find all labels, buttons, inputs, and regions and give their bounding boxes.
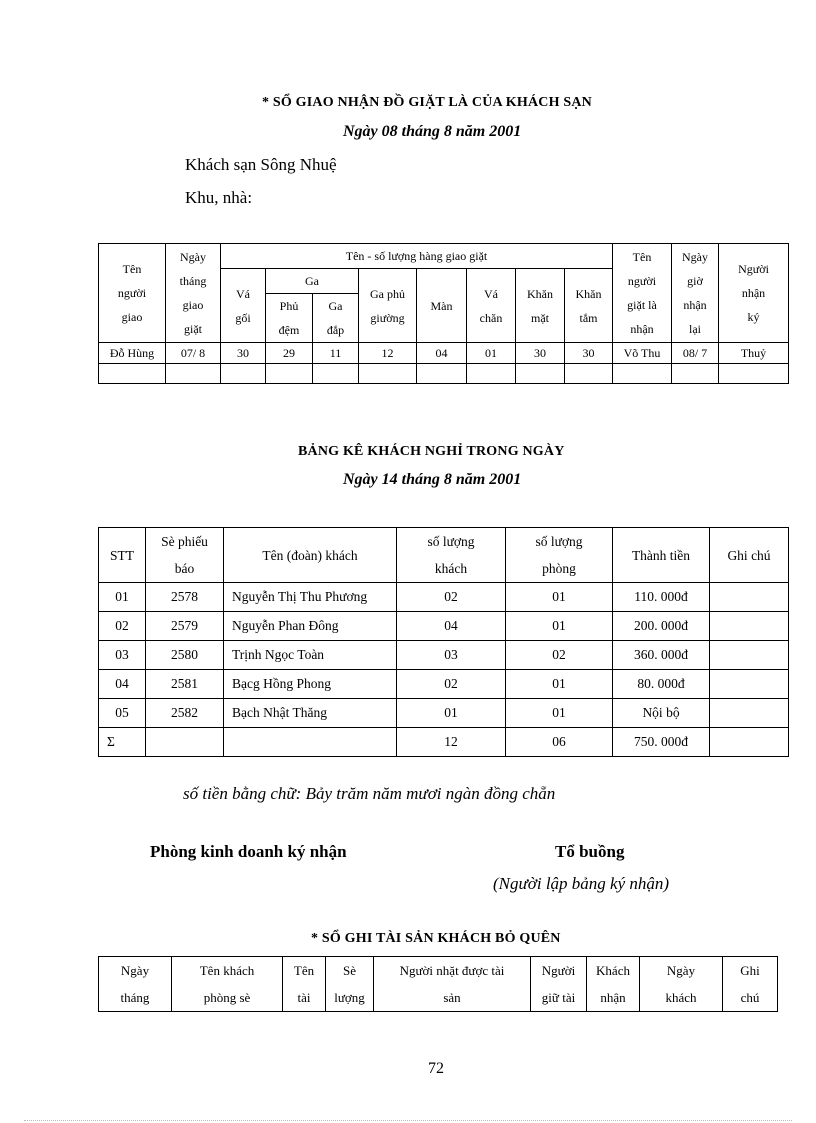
- table-row: [99, 641, 789, 670]
- cell: Thuỷ: [719, 343, 789, 364]
- cell: 12: [359, 343, 417, 364]
- lost-property-title: * SỔ GHI TÀI SẢN KHÁCH BỎ QUÊN: [311, 931, 561, 946]
- cell: Võ Thu: [613, 343, 672, 364]
- header-khach-nhan: Khách nhận: [587, 957, 640, 1012]
- table-row: [99, 699, 789, 728]
- header-ga-phu-giuong: Ga phủ giường: [359, 269, 417, 343]
- page-bottom-divider: [24, 1120, 792, 1121]
- lost-property-table: [98, 956, 778, 1012]
- cell: 2582: [146, 699, 224, 728]
- table-row-empty: [99, 364, 789, 384]
- header-so-luong: Sè lượng: [326, 957, 374, 1012]
- cell: Nguyễn Phan Đông: [224, 612, 397, 641]
- cell: [710, 612, 789, 641]
- laundry-table: [98, 243, 789, 384]
- cell: 2580: [146, 641, 224, 670]
- cell: Trịnh Ngọc Toàn: [224, 641, 397, 670]
- cell: 01: [506, 670, 613, 699]
- cell: 02: [397, 583, 506, 612]
- header-nguoi-nhat: Người nhặt được tài sản: [374, 957, 531, 1012]
- cell: 07/ 8: [166, 343, 221, 364]
- guest-header-row: [99, 528, 789, 583]
- amount-in-words: số tiền bằng chữ: Bảy trăm năm mươi ngàn đồng chẵn: [183, 784, 556, 803]
- cell: 05: [99, 699, 146, 728]
- page-number: 72: [428, 1060, 444, 1077]
- cell: [710, 641, 789, 670]
- laundry-log-title: * SỔ GIAO NHẬN ĐỒ GIẶT LÀ CỦA KHÁCH SẠN: [262, 95, 592, 110]
- table-row: [99, 343, 789, 364]
- cell: 80. 000đ: [613, 670, 710, 699]
- cell: 01: [506, 699, 613, 728]
- header-nguoi-giu: Người giữ tài: [531, 957, 587, 1012]
- table-row: [99, 612, 789, 641]
- header-pillow: Vá gối: [221, 269, 266, 343]
- header-receiver: Người nhận ký: [719, 244, 789, 343]
- sign-right-note: (Người lập bảng ký nhận): [493, 874, 670, 893]
- table-row: [99, 583, 789, 612]
- cell: 03: [397, 641, 506, 670]
- header-ngay-khach: Ngày khách: [640, 957, 723, 1012]
- guest-list-date: Ngày 14 tháng 8 năm 2001: [343, 471, 522, 488]
- cell: 02: [99, 612, 146, 641]
- cell: [224, 728, 397, 757]
- header-ten-tai: Tên tài: [283, 957, 326, 1012]
- cell: 02: [397, 670, 506, 699]
- sign-left-label: Phòng kinh doanh ký nhận: [150, 842, 347, 861]
- cell: 04: [417, 343, 467, 364]
- cell: 08/ 7: [672, 343, 719, 364]
- hotel-name: Khách sạn Sông Nhuệ: [185, 155, 337, 174]
- cell: 2578: [146, 583, 224, 612]
- header-va-chan: Vá chăn: [467, 269, 516, 343]
- header-sl-khach: số lượng khách: [397, 528, 506, 583]
- cell: [710, 699, 789, 728]
- cell: 200. 000đ: [613, 612, 710, 641]
- cell: 01: [99, 583, 146, 612]
- header-ga: Ga: [266, 269, 359, 294]
- header-ironer: Tên người giặt là nhận: [613, 244, 672, 343]
- header-return-date: Ngày giờ nhận lại: [672, 244, 719, 343]
- cell: 2581: [146, 670, 224, 699]
- header-giver: Tên người giao: [99, 244, 166, 343]
- header-man: Màn: [417, 269, 467, 343]
- header-sl-phong: số lượng phòng: [506, 528, 613, 583]
- guest-list-title: BẢNG KÊ KHÁCH NGHỈ TRONG NGÀY: [298, 444, 565, 459]
- cell: 29: [266, 343, 313, 364]
- cell: 03: [99, 641, 146, 670]
- cell: 01: [467, 343, 516, 364]
- header-phu-dem: Phủ đệm: [266, 294, 313, 343]
- cell: 04: [99, 670, 146, 699]
- cell: Bạcg Hồng Phong: [224, 670, 397, 699]
- cell: [146, 728, 224, 757]
- header-khan-tam: Khăn tắm: [565, 269, 613, 343]
- cell: 01: [397, 699, 506, 728]
- header-goods-group: Tên - số lượng hàng giao giặt: [221, 244, 613, 269]
- header-ga-dap: Ga đắp: [313, 294, 359, 343]
- cell: 750. 000đ: [613, 728, 710, 757]
- header-khan-mat: Khăn mặt: [516, 269, 565, 343]
- cell: 30: [565, 343, 613, 364]
- sign-right-label: Tổ buồng: [555, 842, 625, 861]
- cell: 12: [397, 728, 506, 757]
- header-so-phieu: Sè phiếu báo: [146, 528, 224, 583]
- cell: Nội bộ: [613, 699, 710, 728]
- header-stt: STT: [99, 528, 146, 583]
- cell: Đỗ Hùng: [99, 343, 166, 364]
- laundry-header-row: [99, 244, 789, 269]
- area-label: Khu, nhà:: [185, 188, 253, 207]
- cell: 02: [506, 641, 613, 670]
- cell: 110. 000đ: [613, 583, 710, 612]
- guest-table: [98, 527, 789, 757]
- cell: Bạch Nhật Thăng: [224, 699, 397, 728]
- cell: 2579: [146, 612, 224, 641]
- cell: [710, 670, 789, 699]
- cell: 01: [506, 583, 613, 612]
- laundry-log-date: Ngày 08 tháng 8 năm 2001: [343, 123, 522, 140]
- cell: 06: [506, 728, 613, 757]
- cell: 360. 000đ: [613, 641, 710, 670]
- header-ngay-thang: Ngày tháng: [99, 957, 172, 1012]
- cell: 30: [221, 343, 266, 364]
- cell: 01: [506, 612, 613, 641]
- table-row: [99, 670, 789, 699]
- cell: 11: [313, 343, 359, 364]
- header-ten-khach-phong: Tên khách phòng sè: [172, 957, 283, 1012]
- cell: [710, 728, 789, 757]
- cell: 04: [397, 612, 506, 641]
- cell: [710, 583, 789, 612]
- header-ghi-chu: Ghi chú: [710, 528, 789, 583]
- cell: Nguyễn Thị Thu Phương: [224, 583, 397, 612]
- lost-property-header-row: [99, 957, 778, 1012]
- header-ghi-chu: Ghi chú: [723, 957, 778, 1012]
- header-ten-khach: Tên (đoàn) khách: [224, 528, 397, 583]
- sigma-symbol: Σ: [99, 728, 146, 757]
- cell: 30: [516, 343, 565, 364]
- header-date-sent: Ngày tháng giao giặt: [166, 244, 221, 343]
- header-thanh-tien: Thành tiền: [613, 528, 710, 583]
- total-row: [99, 728, 789, 757]
